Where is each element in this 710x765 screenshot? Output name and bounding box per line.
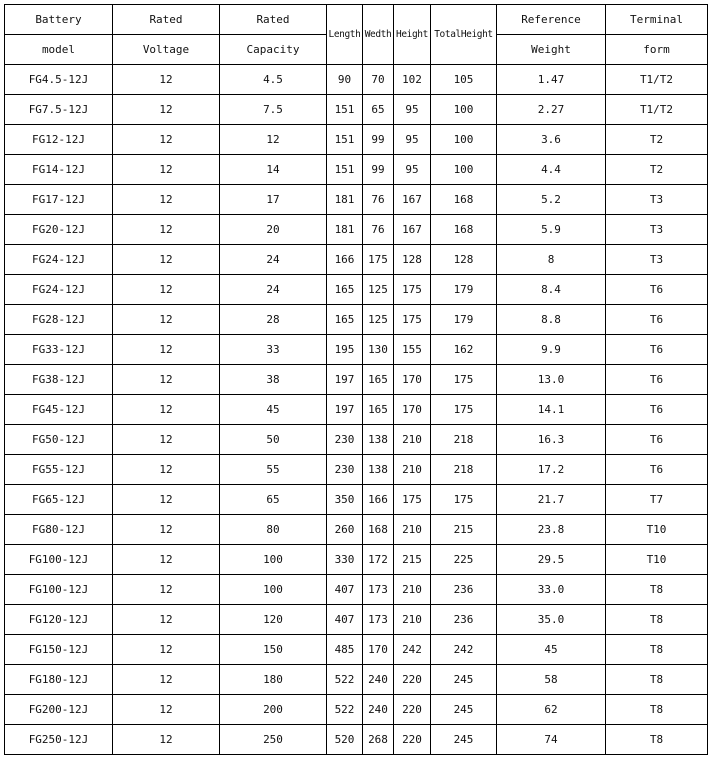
cell-height: 210	[394, 425, 431, 455]
table-row	[5, 185, 708, 215]
cell-terminal: T8	[606, 695, 708, 725]
cell-capacity: 12	[220, 125, 327, 155]
cell-voltage: 12	[113, 545, 220, 575]
cell-model: FG24-12J	[5, 275, 113, 305]
cell-weight: 1.47	[497, 65, 606, 95]
cell-terminal: T6	[606, 455, 708, 485]
table-row	[5, 95, 708, 125]
cell-width: 166	[363, 485, 394, 515]
cell-height: 167	[394, 185, 431, 215]
table-row	[5, 725, 708, 755]
cell-length: 90	[327, 65, 363, 95]
cell-weight: 45	[497, 635, 606, 665]
cell-voltage: 12	[113, 365, 220, 395]
cell-model: FG65-12J	[5, 485, 113, 515]
cell-model: FG28-12J	[5, 305, 113, 335]
header-terminal-line2: form	[606, 35, 708, 65]
cell-voltage: 12	[113, 515, 220, 545]
cell-terminal: T8	[606, 725, 708, 755]
cell-width: 65	[363, 95, 394, 125]
cell-capacity: 20	[220, 215, 327, 245]
table-row	[5, 365, 708, 395]
cell-length: 197	[327, 365, 363, 395]
cell-total-height: 218	[431, 425, 497, 455]
spec-table-container	[4, 4, 708, 755]
cell-weight: 5.2	[497, 185, 606, 215]
cell-terminal: T6	[606, 275, 708, 305]
cell-total-height: 168	[431, 185, 497, 215]
header-total-height: TotalHeight	[431, 5, 497, 65]
cell-capacity: 50	[220, 425, 327, 455]
header-voltage-line2: Voltage	[113, 35, 220, 65]
cell-model: FG33-12J	[5, 335, 113, 365]
cell-voltage: 12	[113, 155, 220, 185]
table-row	[5, 125, 708, 155]
cell-height: 155	[394, 335, 431, 365]
table-row	[5, 305, 708, 335]
cell-weight: 8.8	[497, 305, 606, 335]
cell-capacity: 4.5	[220, 65, 327, 95]
cell-model: FG12-12J	[5, 125, 113, 155]
cell-width: 240	[363, 665, 394, 695]
cell-model: FG80-12J	[5, 515, 113, 545]
cell-weight: 4.4	[497, 155, 606, 185]
cell-total-height: 225	[431, 545, 497, 575]
table-row	[5, 425, 708, 455]
cell-model: FG7.5-12J	[5, 95, 113, 125]
cell-length: 230	[327, 425, 363, 455]
table-row	[5, 485, 708, 515]
cell-height: 95	[394, 155, 431, 185]
cell-length: 165	[327, 305, 363, 335]
cell-length: 151	[327, 125, 363, 155]
cell-width: 165	[363, 365, 394, 395]
table-body	[5, 65, 708, 755]
cell-total-height: 175	[431, 395, 497, 425]
cell-terminal: T7	[606, 485, 708, 515]
cell-capacity: 65	[220, 485, 327, 515]
cell-height: 170	[394, 395, 431, 425]
cell-model: FG100-12J	[5, 575, 113, 605]
cell-weight: 16.3	[497, 425, 606, 455]
cell-capacity: 55	[220, 455, 327, 485]
cell-capacity: 80	[220, 515, 327, 545]
cell-weight: 8	[497, 245, 606, 275]
cell-terminal: T3	[606, 185, 708, 215]
cell-capacity: 24	[220, 245, 327, 275]
cell-length: 522	[327, 695, 363, 725]
cell-height: 175	[394, 485, 431, 515]
cell-weight: 29.5	[497, 545, 606, 575]
table-row	[5, 65, 708, 95]
cell-width: 168	[363, 515, 394, 545]
cell-width: 70	[363, 65, 394, 95]
cell-width: 165	[363, 395, 394, 425]
cell-voltage: 12	[113, 305, 220, 335]
cell-total-height: 236	[431, 575, 497, 605]
table-row	[5, 545, 708, 575]
cell-weight: 74	[497, 725, 606, 755]
cell-width: 99	[363, 155, 394, 185]
table-row	[5, 215, 708, 245]
cell-width: 99	[363, 125, 394, 155]
cell-length: 230	[327, 455, 363, 485]
cell-length: 520	[327, 725, 363, 755]
cell-width: 268	[363, 725, 394, 755]
cell-voltage: 12	[113, 125, 220, 155]
cell-voltage: 12	[113, 665, 220, 695]
cell-height: 210	[394, 605, 431, 635]
cell-capacity: 24	[220, 275, 327, 305]
cell-terminal: T8	[606, 665, 708, 695]
header-row-1	[5, 5, 708, 35]
cell-width: 175	[363, 245, 394, 275]
cell-width: 130	[363, 335, 394, 365]
cell-length: 195	[327, 335, 363, 365]
cell-terminal: T6	[606, 335, 708, 365]
cell-height: 128	[394, 245, 431, 275]
cell-capacity: 180	[220, 665, 327, 695]
header-terminal-line1: Terminal	[606, 5, 708, 35]
cell-total-height: 100	[431, 95, 497, 125]
cell-width: 76	[363, 185, 394, 215]
cell-capacity: 150	[220, 635, 327, 665]
cell-model: FG55-12J	[5, 455, 113, 485]
header-voltage-line1: Rated	[113, 5, 220, 35]
cell-height: 215	[394, 545, 431, 575]
cell-model: FG180-12J	[5, 665, 113, 695]
cell-total-height: 175	[431, 485, 497, 515]
cell-weight: 2.27	[497, 95, 606, 125]
cell-model: FG50-12J	[5, 425, 113, 455]
cell-weight: 8.4	[497, 275, 606, 305]
table-row	[5, 275, 708, 305]
cell-height: 175	[394, 275, 431, 305]
cell-width: 76	[363, 215, 394, 245]
cell-capacity: 200	[220, 695, 327, 725]
cell-model: FG200-12J	[5, 695, 113, 725]
cell-height: 170	[394, 365, 431, 395]
cell-length: 197	[327, 395, 363, 425]
cell-capacity: 120	[220, 605, 327, 635]
cell-weight: 17.2	[497, 455, 606, 485]
cell-terminal: T3	[606, 245, 708, 275]
cell-total-height: 168	[431, 215, 497, 245]
cell-weight: 9.9	[497, 335, 606, 365]
cell-model: FG150-12J	[5, 635, 113, 665]
cell-length: 407	[327, 575, 363, 605]
cell-height: 210	[394, 515, 431, 545]
cell-terminal: T6	[606, 395, 708, 425]
header-capacity-line2: Capacity	[220, 35, 327, 65]
cell-weight: 3.6	[497, 125, 606, 155]
cell-terminal: T1/T2	[606, 65, 708, 95]
cell-total-height: 218	[431, 455, 497, 485]
cell-voltage: 12	[113, 635, 220, 665]
cell-width: 173	[363, 575, 394, 605]
cell-length: 165	[327, 275, 363, 305]
cell-length: 181	[327, 215, 363, 245]
cell-weight: 5.9	[497, 215, 606, 245]
cell-width: 172	[363, 545, 394, 575]
cell-voltage: 12	[113, 395, 220, 425]
table-row	[5, 695, 708, 725]
cell-weight: 35.0	[497, 605, 606, 635]
cell-total-height: 179	[431, 305, 497, 335]
cell-voltage: 12	[113, 245, 220, 275]
cell-capacity: 38	[220, 365, 327, 395]
cell-terminal: T3	[606, 215, 708, 245]
cell-capacity: 100	[220, 545, 327, 575]
cell-height: 210	[394, 575, 431, 605]
cell-model: FG250-12J	[5, 725, 113, 755]
cell-terminal: T8	[606, 635, 708, 665]
cell-length: 407	[327, 605, 363, 635]
cell-weight: 13.0	[497, 365, 606, 395]
cell-length: 260	[327, 515, 363, 545]
cell-model: FG45-12J	[5, 395, 113, 425]
cell-total-height: 245	[431, 725, 497, 755]
cell-model: FG14-12J	[5, 155, 113, 185]
table-header	[5, 5, 708, 65]
cell-length: 151	[327, 95, 363, 125]
table-row	[5, 575, 708, 605]
cell-height: 175	[394, 305, 431, 335]
cell-total-height: 236	[431, 605, 497, 635]
cell-total-height: 100	[431, 125, 497, 155]
header-capacity-line1: Rated	[220, 5, 327, 35]
cell-model: FG120-12J	[5, 605, 113, 635]
cell-capacity: 7.5	[220, 95, 327, 125]
header-height: Height	[394, 5, 431, 65]
cell-voltage: 12	[113, 455, 220, 485]
cell-length: 181	[327, 185, 363, 215]
cell-terminal: T1/T2	[606, 95, 708, 125]
cell-model: FG38-12J	[5, 365, 113, 395]
cell-height: 95	[394, 95, 431, 125]
table-row	[5, 395, 708, 425]
header-width: Wedth	[363, 5, 394, 65]
cell-capacity: 45	[220, 395, 327, 425]
table-row	[5, 635, 708, 665]
cell-total-height: 179	[431, 275, 497, 305]
header-length: Length	[327, 5, 363, 65]
table-row	[5, 515, 708, 545]
cell-voltage: 12	[113, 725, 220, 755]
cell-height: 102	[394, 65, 431, 95]
cell-terminal: T6	[606, 425, 708, 455]
cell-total-height: 100	[431, 155, 497, 185]
cell-capacity: 250	[220, 725, 327, 755]
cell-length: 166	[327, 245, 363, 275]
cell-length: 485	[327, 635, 363, 665]
cell-voltage: 12	[113, 95, 220, 125]
cell-terminal: T8	[606, 605, 708, 635]
cell-total-height: 162	[431, 335, 497, 365]
cell-model: FG17-12J	[5, 185, 113, 215]
cell-total-height: 242	[431, 635, 497, 665]
cell-length: 350	[327, 485, 363, 515]
cell-height: 242	[394, 635, 431, 665]
cell-voltage: 12	[113, 185, 220, 215]
cell-terminal: T2	[606, 125, 708, 155]
header-model-line1: Battery	[5, 5, 113, 35]
battery-spec-table	[4, 4, 708, 755]
cell-length: 330	[327, 545, 363, 575]
cell-width: 125	[363, 275, 394, 305]
cell-height: 210	[394, 455, 431, 485]
table-row	[5, 455, 708, 485]
cell-model: FG100-12J	[5, 545, 113, 575]
cell-capacity: 28	[220, 305, 327, 335]
table-row	[5, 605, 708, 635]
cell-terminal: T8	[606, 575, 708, 605]
cell-voltage: 12	[113, 215, 220, 245]
cell-total-height: 245	[431, 665, 497, 695]
cell-model: FG20-12J	[5, 215, 113, 245]
cell-weight: 33.0	[497, 575, 606, 605]
header-weight-line1: Reference	[497, 5, 606, 35]
cell-voltage: 12	[113, 275, 220, 305]
cell-width: 170	[363, 635, 394, 665]
cell-weight: 58	[497, 665, 606, 695]
cell-length: 151	[327, 155, 363, 185]
cell-length: 522	[327, 665, 363, 695]
cell-voltage: 12	[113, 65, 220, 95]
table-row	[5, 245, 708, 275]
cell-height: 220	[394, 725, 431, 755]
cell-capacity: 14	[220, 155, 327, 185]
cell-voltage: 12	[113, 335, 220, 365]
cell-capacity: 17	[220, 185, 327, 215]
header-model-line2: model	[5, 35, 113, 65]
table-row	[5, 155, 708, 185]
cell-height: 167	[394, 215, 431, 245]
cell-total-height: 128	[431, 245, 497, 275]
table-row	[5, 665, 708, 695]
cell-width: 125	[363, 305, 394, 335]
table-row	[5, 335, 708, 365]
cell-voltage: 12	[113, 485, 220, 515]
cell-voltage: 12	[113, 605, 220, 635]
cell-weight: 23.8	[497, 515, 606, 545]
cell-capacity: 100	[220, 575, 327, 605]
cell-voltage: 12	[113, 425, 220, 455]
cell-model: FG24-12J	[5, 245, 113, 275]
cell-voltage: 12	[113, 575, 220, 605]
cell-weight: 14.1	[497, 395, 606, 425]
cell-width: 173	[363, 605, 394, 635]
cell-height: 95	[394, 125, 431, 155]
cell-terminal: T10	[606, 515, 708, 545]
cell-total-height: 215	[431, 515, 497, 545]
header-weight-line2: Weight	[497, 35, 606, 65]
cell-terminal: T10	[606, 545, 708, 575]
cell-weight: 21.7	[497, 485, 606, 515]
cell-height: 220	[394, 695, 431, 725]
cell-model: FG4.5-12J	[5, 65, 113, 95]
cell-total-height: 175	[431, 365, 497, 395]
cell-terminal: T6	[606, 305, 708, 335]
cell-height: 220	[394, 665, 431, 695]
cell-voltage: 12	[113, 695, 220, 725]
cell-terminal: T2	[606, 155, 708, 185]
cell-width: 240	[363, 695, 394, 725]
cell-width: 138	[363, 425, 394, 455]
cell-total-height: 105	[431, 65, 497, 95]
cell-capacity: 33	[220, 335, 327, 365]
cell-total-height: 245	[431, 695, 497, 725]
cell-terminal: T6	[606, 365, 708, 395]
cell-width: 138	[363, 455, 394, 485]
cell-weight: 62	[497, 695, 606, 725]
